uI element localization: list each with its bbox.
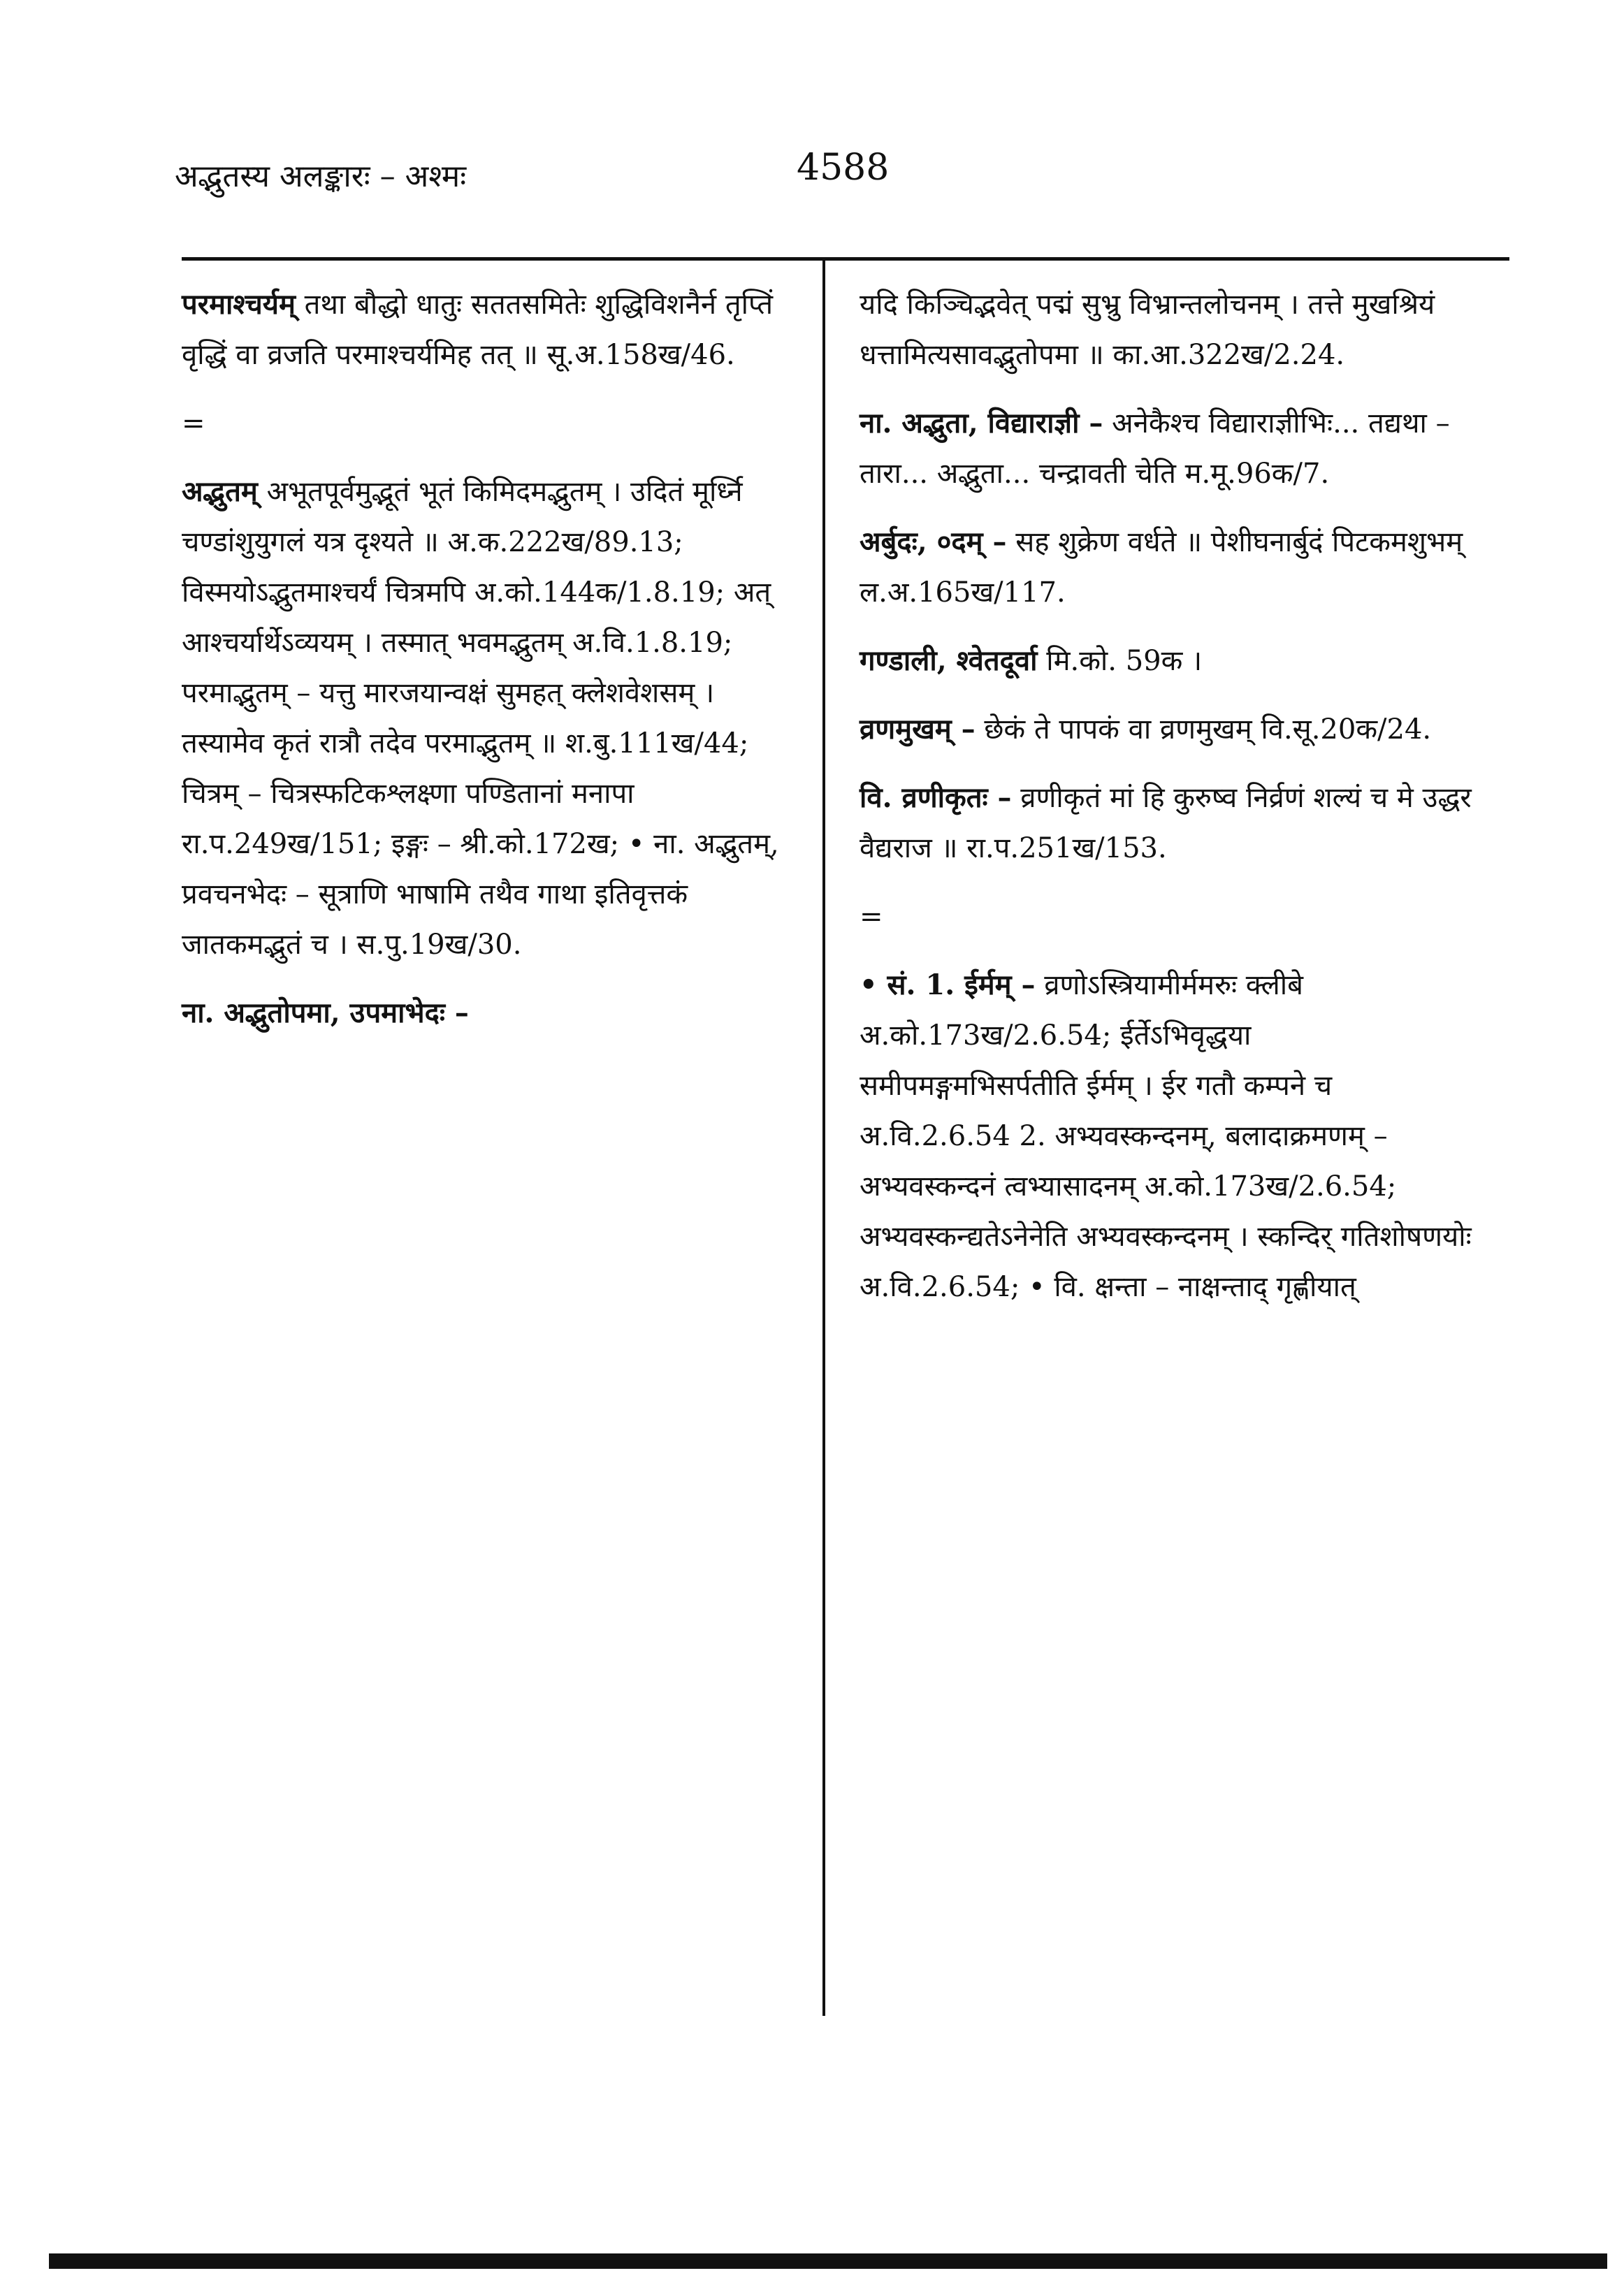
scan-edge-bar bbox=[49, 2253, 1607, 2269]
entry-text: छेकं ते पापकं वा व्रणमुखम् वि.सू.20क/24. bbox=[984, 713, 1432, 746]
entry-headword: अर्बुदः, ०दम् – bbox=[860, 525, 1007, 558]
entry-text: सह शुक्रेण वर्धते ॥ पेशीघनार्बुदं पिटकमशुभम् ल.अ.165ख/117. bbox=[860, 526, 1463, 609]
entry-headword: गण्डाली, श्वेतदूर्वा bbox=[860, 644, 1038, 677]
dictionary-entry bbox=[860, 773, 1474, 873]
entry-text: व्रणोऽस्त्रियामीर्ममरुः क्लीबे अ.को.173ख/2.6.54; ईर्तेऽभिवृद्धया समीपमङ्गमभिसर्पतीति ईर्मम् । ईर गतौ कम्पने च अ.वि.2.6.54 2. अभ्यवस्कन्दनम्, बलादाक्रमणम् – अभ्यवस्कन्दनं त्वभ्यासादनम् अ.को.173ख/2.6.54; अभ्यवस्कन्द्यतेऽनेनेति अभ्यवस्कन्दनम् । स्कन्दिर् गतिशोषणयोः अ.वि.2.6.54; • वि. क्षन्ता – नाक्षन्ताद् गृह्णीयात् bbox=[860, 969, 1472, 1303]
dictionary-entry bbox=[860, 279, 1474, 380]
dictionary-entry bbox=[860, 517, 1474, 618]
entry-headword: अद्भुतम् bbox=[182, 475, 258, 508]
dictionary-entry bbox=[860, 892, 1474, 942]
entry-text: = bbox=[182, 407, 205, 440]
entry-text: तथा बौद्धो धातुः सततसमितेः शुद्धिविशनैर्न तृप्तिं वृद्धिं वा व्रजति परमाश्चर्यमिह तत् ॥ सू.अ.158ख/46. bbox=[182, 289, 774, 371]
entry-text: व्रणीकृतं मां हि कुरुष्व निर्व्रणं शल्यं च मे उद्धर वैद्यराज ॥ रा.प.251ख/153. bbox=[860, 782, 1472, 864]
dictionary-entry bbox=[182, 398, 797, 449]
page-number: 4588 bbox=[797, 147, 890, 189]
entry-headword: वि. व्रणीकृतः – bbox=[860, 781, 1012, 814]
running-title: अद्भुतस्य अलङ्कारः – अश्मः bbox=[175, 159, 467, 194]
entry-headword: ना. अद्भुतोपमा, उपमाभेदः – bbox=[182, 996, 469, 1029]
entry-headword: • सं. 1. ईर्मम् – bbox=[860, 968, 1036, 1001]
entry-text: = bbox=[860, 901, 883, 933]
entry-text: अनेकैश्च विद्याराज्ञीभिः... तद्यथा – तारा... अद्भुता... चन्द्रावती चेति म.मू.96क/7. bbox=[860, 407, 1450, 490]
dictionary-entry bbox=[860, 398, 1474, 499]
right-column bbox=[860, 279, 1474, 1330]
entry-text: अभूतपूर्वमुद्भूतं भूतं किमिदमद्भुतम् । उदितं मूर्ध्नि चण्डांशुयुगलं यत्र दृश्यते ॥ अ.क.222ख/89.13; विस्मयोऽद्भुतमाश्चर्यं चित्रमपि अ.को.144क/1.8.19; अत् आश्चर्यार्थेऽव्ययम् । तस्मात् भवमद्भुतम् अ.वि.1.8.19; परमाद्भुतम् – यत्तु मारजयान्वक्षं सुमहत् क्लेशवेशसम् । तस्यामेव कृतं रात्रौ तदेव परमाद्भुतम् ॥ श.बु.111ख/44; चित्रम् – चित्रस्फटिकश्लक्ष्णा पण्डितानां मनापा रा.प.249ख/151; इङ्गः – श्री.को.172ख; • ना. अद्भुतम्, प्रवचनभेदः – सूत्राणि भाषामि तथैव गाथा इतिवृत्तकं जातकमद्भुतं च । स.पु.19ख/30. bbox=[182, 476, 779, 961]
entry-text: मि.को. 59क । bbox=[1046, 645, 1203, 677]
dictionary-entry bbox=[182, 467, 797, 970]
entry-headword: परमाश्चर्यम् bbox=[182, 288, 296, 321]
entry-text: यदि किञ्चिद्भवेत् पद्मं सुभ्रु विभ्रान्तलोचनम् । तत्ते मुखश्रियं धत्तामित्यसावद्भुतोपमा ॥ का.आ.322ख/2.24. bbox=[860, 289, 1435, 371]
dictionary-entry bbox=[860, 960, 1474, 1312]
entry-headword: व्रणमुखम् – bbox=[860, 713, 976, 746]
dictionary-entry bbox=[182, 279, 797, 380]
dictionary-entry bbox=[860, 636, 1474, 686]
dictionary-entry bbox=[182, 988, 797, 1038]
left-column bbox=[182, 279, 797, 1057]
header-rule bbox=[182, 257, 1509, 261]
column-divider bbox=[822, 259, 825, 2016]
dictionary-entry bbox=[860, 704, 1474, 755]
entry-headword: ना. अद्भुता, विद्याराज्ञी – bbox=[860, 407, 1103, 440]
